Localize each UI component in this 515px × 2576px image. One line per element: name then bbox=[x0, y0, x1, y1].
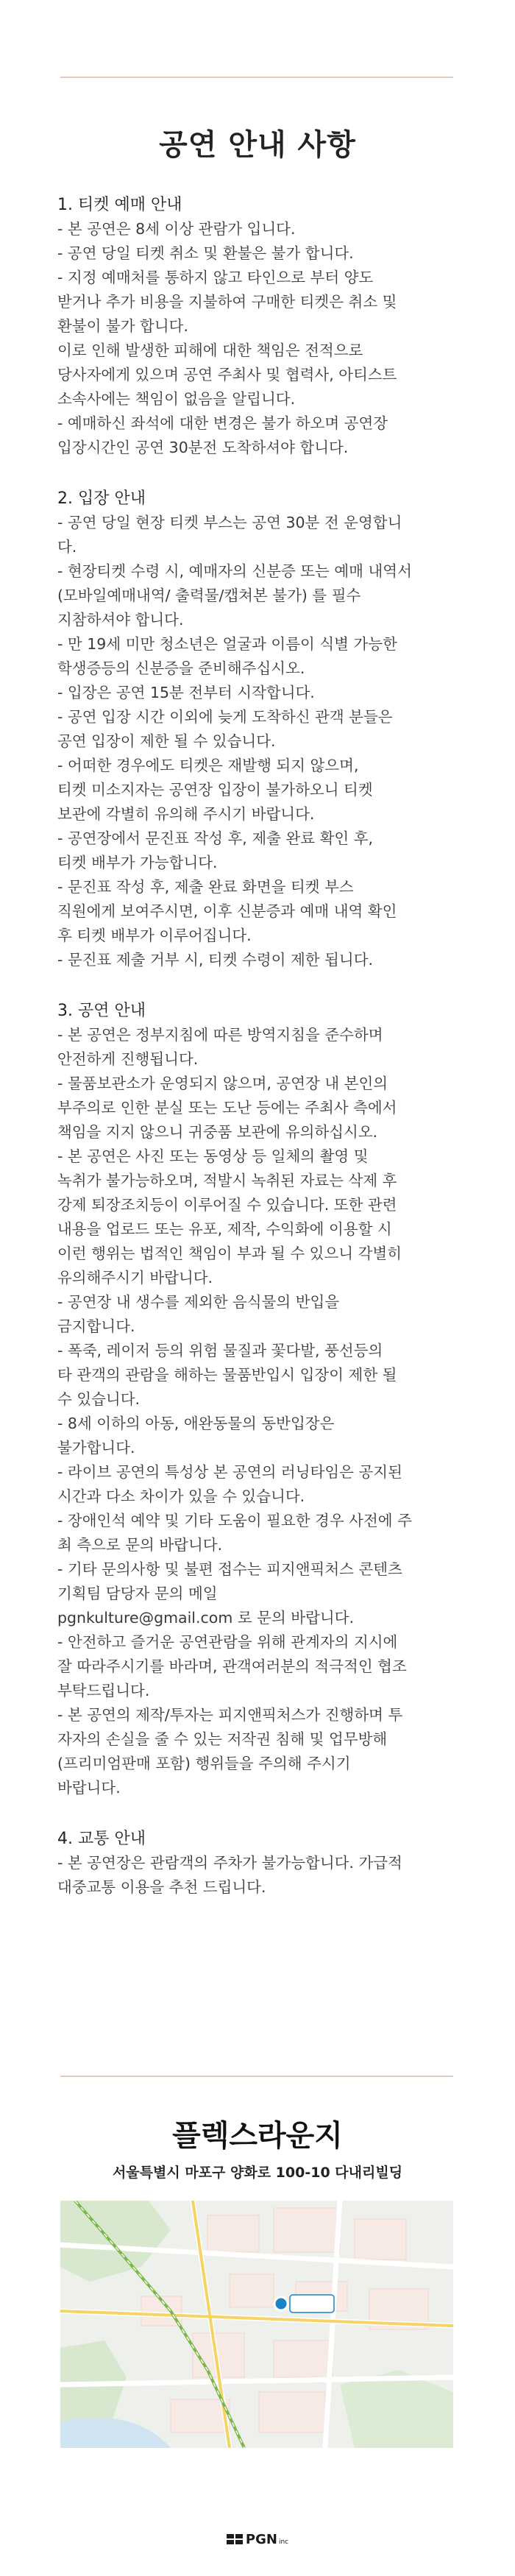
notice-line: 부주의로 인한 분실 또는 도난 등에는 주최사 측에서 bbox=[57, 1099, 397, 1117]
notice-line: 불가합니다. bbox=[57, 1439, 135, 1457]
pgn-logo bbox=[0, 2532, 515, 2547]
notice-line: 강제 퇴장조치등이 이루어질 수 있습니다. 또한 관련 bbox=[57, 1196, 397, 1214]
notice-line: 당사자에게 있으며 공연 주최사 및 협력사, 아티스트 bbox=[57, 366, 397, 383]
notice-line: - 문진표 작성 후, 제출 완료 화면을 티켓 부스 bbox=[57, 878, 354, 896]
notice-line: - 현장티켓 수령 시, 예매자의 신분증 또는 예매 내역서 bbox=[57, 562, 412, 580]
notice-line: 티켓 미소지자는 공연장 입장이 불가하오니 티켓 bbox=[57, 781, 373, 799]
notice-line: 받거나 추가 비용을 지불하여 구매한 티켓은 취소 및 bbox=[57, 293, 397, 311]
notice-section bbox=[57, 999, 455, 1800]
notice-line: - 본 공연은 사진 또는 동영상 등 일체의 촬영 및 bbox=[57, 1147, 369, 1165]
logo-suffix: inc bbox=[278, 2538, 289, 2546]
notice-line: 잘 따라주시기를 바라며, 관객여러분의 적극적인 협조 bbox=[57, 1657, 407, 1675]
notice-line: - 장애인석 예약 및 기타 도움이 필요한 경우 사전에 주 bbox=[57, 1512, 412, 1529]
notice-line: - 라이브 공연의 특성상 본 공연의 러닝타임은 공지된 bbox=[57, 1463, 402, 1481]
logo-mark-icon bbox=[227, 2534, 243, 2544]
notice-line: 직원에게 보여주시면, 이후 신분증과 예매 내역 확인 bbox=[57, 902, 397, 920]
venue-name: 플렉스라운지 bbox=[172, 2119, 343, 2153]
notice-line: 입장시간인 공연 30분전 도착하셔야 합니다. bbox=[57, 439, 349, 456]
notice-line: - 예매하신 좌석에 대한 변경은 불가 하오며 공연장 bbox=[57, 414, 388, 432]
notice-line: pgnkulture@gmail.com 로 문의 바랍니다. bbox=[57, 1609, 354, 1627]
notice-section bbox=[57, 486, 455, 972]
notice-line: 대중교통 이용을 추천 드립니다. bbox=[57, 1878, 266, 1896]
notice-line: 이런 행위는 법적인 책임이 부과 될 수 있으니 각별히 bbox=[57, 1245, 402, 1262]
notice-line: - 본 공연장은 관람객의 주차가 불가능합니다. 가급적 bbox=[57, 1854, 402, 1872]
notice-line: 소속사에는 책임이 없음을 알립니다. bbox=[57, 390, 296, 408]
notice-line: - 안전하고 즐거운 공연관람을 위해 관계자의 지시에 bbox=[57, 1633, 398, 1651]
notice-line: 티켓 배부가 가능합니다. bbox=[57, 854, 218, 871]
top-divider bbox=[60, 77, 453, 78]
notice-line: 지참하셔야 합니다. bbox=[57, 611, 184, 629]
notice-line: 이로 인해 발생한 피해에 대한 책임은 전적으로 bbox=[57, 342, 363, 359]
notice-line: - 공연 입장 시간 이외에 늦게 도착하신 관객 분들은 bbox=[57, 708, 393, 726]
notice-line: 최 측으로 문의 바랍니다. bbox=[57, 1536, 223, 1554]
notice-line: - 공연 당일 티켓 취소 및 환불은 불가 합니다. bbox=[57, 244, 354, 262]
notice-line: 학생증등의 신분증을 준비해주십시오. bbox=[57, 659, 305, 677]
notice-line: - 지정 예매처를 통하지 않고 타인으로 부터 양도 bbox=[57, 269, 374, 286]
notice-line: 후 티켓 배부가 이루어집니다. bbox=[57, 927, 252, 944]
notice-line: 기획팀 담당자 문의 메일 bbox=[57, 1585, 218, 1602]
location-map[interactable] bbox=[60, 2201, 453, 2448]
logo-text: PGN bbox=[245, 2532, 277, 2547]
notice-line: - 입장은 공연 15분 전부터 시작합니다. bbox=[57, 684, 315, 701]
notice-line: 녹취가 불가능하오며, 적발시 녹취된 자료는 삭제 후 bbox=[57, 1172, 397, 1189]
section-heading: 4. 교통 안내 bbox=[57, 1830, 146, 1848]
notice-line: 안전하게 진행됩니다. bbox=[57, 1050, 199, 1068]
notice-line: - 본 공연의 제작/투자는 피지앤픽처스가 진행하며 투 bbox=[57, 1706, 403, 1724]
section-heading: 1. 티켓 예매 안내 bbox=[57, 196, 182, 214]
notice-line: 금지합니다. bbox=[57, 1317, 135, 1335]
notice-line: 자자의 손실을 줄 수 있는 저작권 침해 및 업무방해 bbox=[57, 1730, 388, 1748]
notice-line: - 공연장에서 문진표 작성 후, 제출 완료 확인 후, bbox=[57, 829, 374, 847]
notice-line: 타 관객의 관람을 해하는 물품반입시 입장이 제한 될 bbox=[57, 1366, 397, 1384]
notice-line: 다. bbox=[57, 538, 77, 556]
page-title: 공연 안내 사항 bbox=[159, 128, 356, 162]
section-heading: 2. 입장 안내 bbox=[57, 489, 146, 508]
notice-line: - 문진표 제출 거부 시, 티켓 수령이 제한 됩니다. bbox=[57, 951, 374, 969]
bottom-divider bbox=[60, 2076, 453, 2077]
notice-line: 시간과 다소 차이가 있을 수 있습니다. bbox=[57, 1487, 305, 1505]
notice-section bbox=[57, 1827, 455, 1900]
notice-section bbox=[57, 193, 455, 460]
venue-address: 서울특별시 마포구 양화로 100-10 다내리빌딩 bbox=[112, 2165, 403, 2181]
notice-line: - 어떠한 경우에도 티켓은 재발행 되지 않으며, bbox=[57, 757, 359, 774]
notice-line: - 기타 문의사항 및 불편 접수는 피지앤픽처스 콘텐츠 bbox=[57, 1560, 402, 1578]
notice-line: 내용을 업로드 또는 유포, 제작, 수익화에 이용할 시 bbox=[57, 1220, 392, 1238]
notice-content bbox=[57, 193, 455, 1926]
map-graphic bbox=[60, 2201, 453, 2448]
notice-line: (프리미엄판매 포함) 행위들을 주의해 주시기 bbox=[57, 1755, 351, 1772]
notice-line: 바랍니다. bbox=[57, 1779, 121, 1797]
notice-line: - 공연 당일 현장 티켓 부스는 공연 30분 전 운영합니 bbox=[57, 514, 402, 531]
notice-line: 수 있습니다. bbox=[57, 1390, 141, 1408]
notice-line: - 폭죽, 레이저 등의 위험 물질과 꽃다발, 풍선등의 bbox=[57, 1342, 383, 1359]
notice-line: 환불이 불가 합니다. bbox=[57, 317, 188, 335]
notice-line: - 물품보관소가 운영되지 않으며, 공연장 내 본인의 bbox=[57, 1075, 388, 1092]
notice-line: - 본 공연은 8세 이상 관람가 입니다. bbox=[57, 220, 296, 238]
notice-line: - 공연장 내 생수를 제외한 음식물의 반입을 bbox=[57, 1293, 340, 1311]
notice-line: 책임을 지지 않으니 귀중품 보관에 유의하십시오. bbox=[57, 1123, 378, 1141]
notice-line: 부탁드립니다. bbox=[57, 1682, 150, 1699]
notice-line: 유의해주시기 바랍니다. bbox=[57, 1269, 213, 1287]
notice-line: - 8세 이하의 아동, 애완동물의 동반입장은 bbox=[57, 1415, 335, 1432]
notice-line: - 만 19세 미만 청소년은 얼굴과 이름이 식별 가능한 bbox=[57, 635, 397, 653]
notice-line: - 본 공연은 정부지침에 따른 방역지침을 준수하며 bbox=[57, 1026, 383, 1044]
notice-line: 공연 입장이 제한 될 수 있습니다. bbox=[57, 732, 276, 750]
notice-line: 보관에 각별히 유의해 주시기 바랍니다. bbox=[57, 805, 315, 823]
section-heading: 3. 공연 안내 bbox=[57, 1002, 146, 1020]
notice-line: (모바일예매내역/ 출력물/캡쳐본 불가) 를 필수 bbox=[57, 587, 361, 604]
